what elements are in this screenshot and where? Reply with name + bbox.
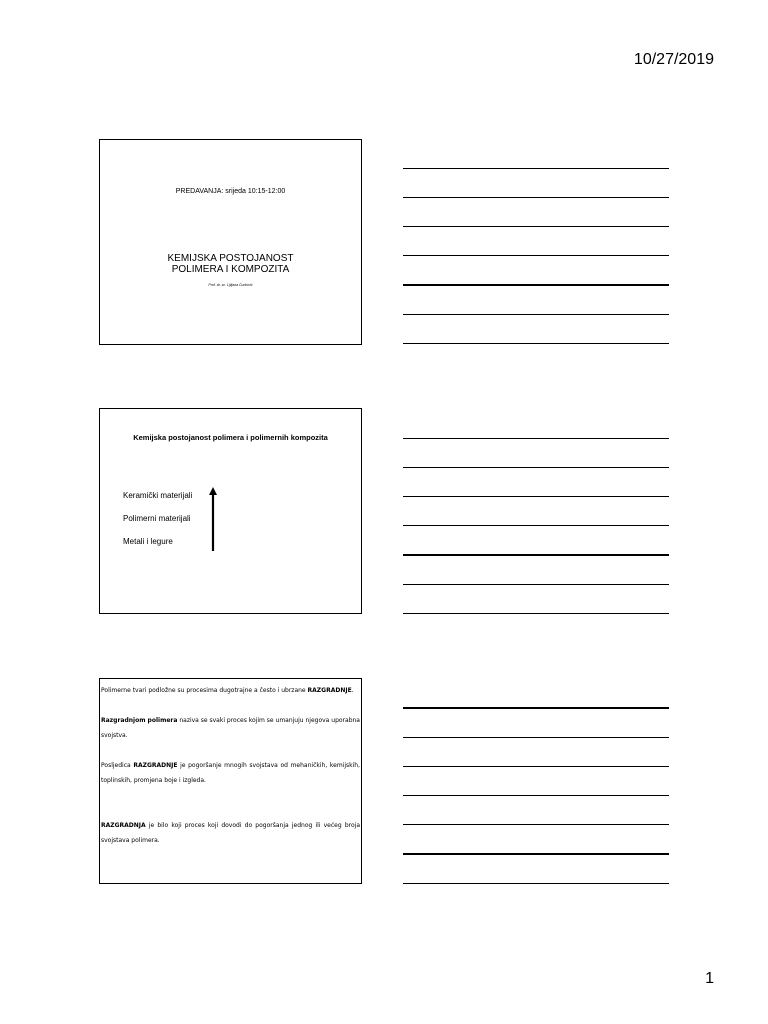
emphasis: RAZGRADNJE — [307, 687, 352, 694]
note-line — [403, 343, 669, 344]
note-line — [403, 496, 669, 497]
text: naziva se svaki proces kojim se umanjuju njegova uporabna svojstva. — [101, 717, 360, 739]
note-line — [403, 707, 669, 709]
page-number: 1 — [705, 970, 714, 987]
note-line — [403, 525, 669, 526]
note-line — [403, 795, 669, 796]
text: je bilo koji proces koji dovodi do pogoršanja jednog ili većeg broja svojstava polimera. — [101, 822, 360, 844]
slide-3-thumbnail — [99, 678, 362, 884]
paragraph-1 — [101, 683, 360, 698]
slide-title-line-2: POLIMERA I KOMPOZITA — [171, 264, 290, 275]
material-item-metals: Metali i legure — [123, 537, 173, 546]
slide-body-text — [100, 679, 361, 848]
note-line — [403, 584, 669, 585]
note-line — [403, 554, 669, 556]
text: Posljedica — [101, 762, 134, 769]
emphasis: RAZGRADNJA — [101, 822, 146, 829]
emphasis: Razgradnjom polimera — [101, 717, 178, 724]
note-line — [403, 438, 669, 439]
paragraph-4 — [101, 818, 360, 848]
note-line — [403, 613, 669, 614]
slide-heading: Kemijska postojanost polimera i polimernih kompozita — [133, 433, 328, 442]
note-line — [403, 314, 669, 315]
text: je pogoršanje mnogih svojstava od mehaničkih, kemijskih, toplinskih, promjena boje i izgleda. — [101, 762, 360, 784]
note-line — [403, 467, 669, 468]
note-line — [403, 737, 669, 738]
paragraph-3 — [101, 758, 360, 788]
text: Polimerne tvari podložne su procesima dugotrajne a često i ubrzane — [101, 687, 308, 694]
paragraph-2 — [101, 713, 360, 743]
slide-1-thumbnail — [99, 139, 362, 345]
material-item-ceramics: Keramički materijali — [123, 491, 193, 500]
material-item-polymers: Polimerni materijali — [123, 514, 191, 523]
note-line — [403, 197, 669, 198]
slide-title — [100, 253, 361, 275]
note-line — [403, 284, 669, 286]
note-line — [403, 226, 669, 227]
note-line — [403, 853, 669, 855]
note-line — [403, 255, 669, 256]
arrow-up-icon — [208, 487, 218, 551]
note-line — [403, 824, 669, 825]
emphasis: RAZGRADNJE — [133, 762, 178, 769]
slide-author: Prof. dr. sc. Ljiljana Ćurković — [208, 283, 253, 287]
slide-2-thumbnail — [99, 408, 362, 614]
note-line — [403, 766, 669, 767]
lecture-schedule: PREDAVANJA: srijeda 10:15-12:00 — [175, 188, 286, 195]
note-line — [403, 168, 669, 169]
print-date: 10/27/2019 — [633, 51, 714, 68]
slide-title-line-1: KEMIJSKA POSTOJANOST — [167, 253, 294, 264]
note-line — [403, 883, 669, 884]
text: . — [351, 687, 354, 694]
